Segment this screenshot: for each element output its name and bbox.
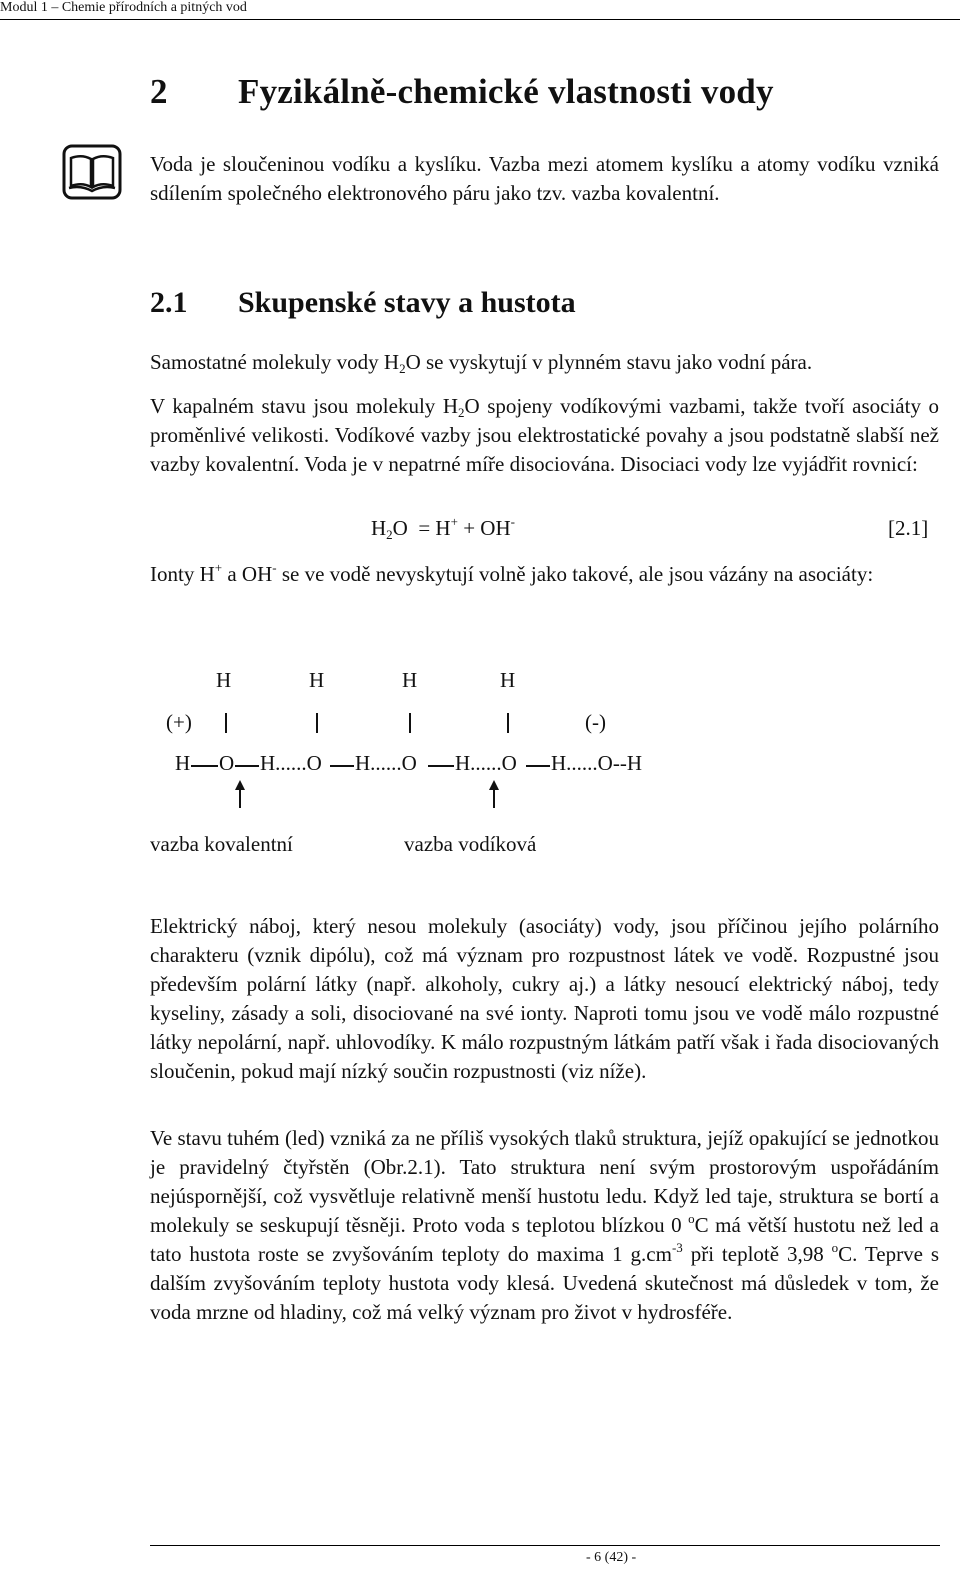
diagram-positive-end: (+) bbox=[166, 710, 192, 734]
diagram-chain-h: H bbox=[175, 751, 191, 775]
diagram-covalent-line bbox=[191, 765, 218, 767]
intro-paragraph: Voda je sloučeninou vodíku a kyslíku. Vazba mezi atomem kyslíku a atomy vodíku vzniká sdílením společného elektronového páru jako tzv. vazba kovalentní. bbox=[150, 152, 939, 205]
diagram-chain-seg-2: H......O bbox=[355, 751, 417, 775]
arrow-up-icon bbox=[232, 780, 248, 813]
footer-rule bbox=[150, 1545, 940, 1546]
paragraph-ions: Ionty H+ a OH- se ve vodě nevyskytují volně jako takové, ale jsou vázány na asociáty: bbox=[150, 560, 874, 586]
chapter-title-text: Fyzikálně-chemické vlastnosti vody bbox=[238, 72, 774, 111]
diagram-h-2: H bbox=[309, 668, 325, 692]
section-title bbox=[150, 286, 576, 320]
paragraph-liquid: V kapalném stavu jsou molekuly $H_2O$ spojeny vodíkovými vazbami, takže tvoří asociáty o proměnlivé velikosti. Vodíkové vazby jsou elektrostatické povahy a jsou podstatně slabší než vazby kovalentní. Voda je v nepatrné míře disociována. Disociaci vody lze vyjádřit rovnicí: bbox=[150, 394, 939, 476]
diagram-bond-4 bbox=[507, 713, 509, 733]
diagram-covalent-line bbox=[526, 765, 550, 767]
diagram-bond-1 bbox=[225, 713, 227, 733]
diagram-bond-3 bbox=[409, 713, 411, 733]
diagram-bond-2 bbox=[316, 713, 318, 733]
header-rule bbox=[0, 19, 960, 20]
open-book-icon bbox=[62, 144, 122, 200]
page-number: - 6 (42) - bbox=[586, 1550, 637, 1565]
diagram-chain-seg-1: H......O bbox=[260, 751, 322, 775]
chapter-number: 2 bbox=[150, 72, 168, 111]
chapter-title bbox=[150, 72, 774, 112]
diagram-h-3: H bbox=[402, 668, 418, 692]
dissociation-equation: $H_2O = H^+ + OH^-$ bbox=[371, 514, 515, 542]
diagram-covalent-line bbox=[330, 765, 354, 767]
section-title-text: Skupenské stavy a hustota bbox=[238, 286, 576, 319]
running-header: Modul 1 – Chemie přírodních a pitných vod bbox=[0, 0, 247, 15]
diagram-h-1: H bbox=[216, 668, 232, 692]
diagram-covalent-line bbox=[235, 765, 259, 767]
label-hydrogen-bond: vazba vodíková bbox=[404, 832, 537, 856]
diagram-negative-end: (-) bbox=[585, 710, 606, 734]
label-covalent-bond: vazba kovalentní bbox=[150, 832, 293, 856]
paragraph-vapor: Samostatné molekuly vody $H_2O$ se vyskytují v plynném stavu jako vodní pára. bbox=[150, 350, 813, 376]
diagram-covalent-line bbox=[428, 765, 454, 767]
diagram-chain-seg-3: H......O bbox=[455, 751, 517, 775]
arrow-up-icon bbox=[486, 780, 502, 813]
equation-number: [2.1] bbox=[888, 516, 929, 540]
paragraph-polarity: Elektrický náboj, který nesou molekuly (asociáty) vody, jsou příčinou jejího polárního charakteru (vznik dipólu), což má význam pro rozpustnost látek ve vodě. Rozpustné jsou především polární látky (např. alkoholy, cukry aj.) a látky nesoucí elektrický náboj, tedy kyseliny, zásady a soli, disociované na své ionty. Naproti tomu jsou ve vodě málo rozpustné látky nepolární, např. uhlovodíky. K málo rozpustným látkám patří však i řada disociovaných sloučenin, pokud mají nízký součin rozpustnosti (viz níže). bbox=[150, 914, 939, 1083]
section-number: 2.1 bbox=[150, 286, 188, 319]
diagram-chain-seg-4: H......O--H bbox=[551, 751, 642, 775]
diagram-chain-o: O bbox=[219, 751, 235, 775]
diagram-h-4: H bbox=[500, 668, 516, 692]
paragraph-solid-state: Ve stavu tuhém (led) vzniká za ne příliš vysokých tlaků struktura, jejíž opakující se jednotkou je pravidelný čtyřstěn (Obr.2.1). Tato struktura není svým prostorovým uspořádáním nejúspornější, což vysvětluje relativně menší hustotu ledu. Když led taje, struktura se bortí a molekuly se seskupují těsněji. Proto voda s teplotou blízkou 0 $^o$C má větší hustotu než led a tato hustota roste se zvyšováním teploty do maxima 1 $g.cm^{-3}$ při teplotě 3,98 $^o$C. Teprve s dalším zvyšováním teploty hustota vody klesá. Uvedená skutečnost má důsledek v tom, že voda mrzne od hladiny, což má velký význam pro život v hydrosféře. bbox=[150, 1126, 939, 1324]
